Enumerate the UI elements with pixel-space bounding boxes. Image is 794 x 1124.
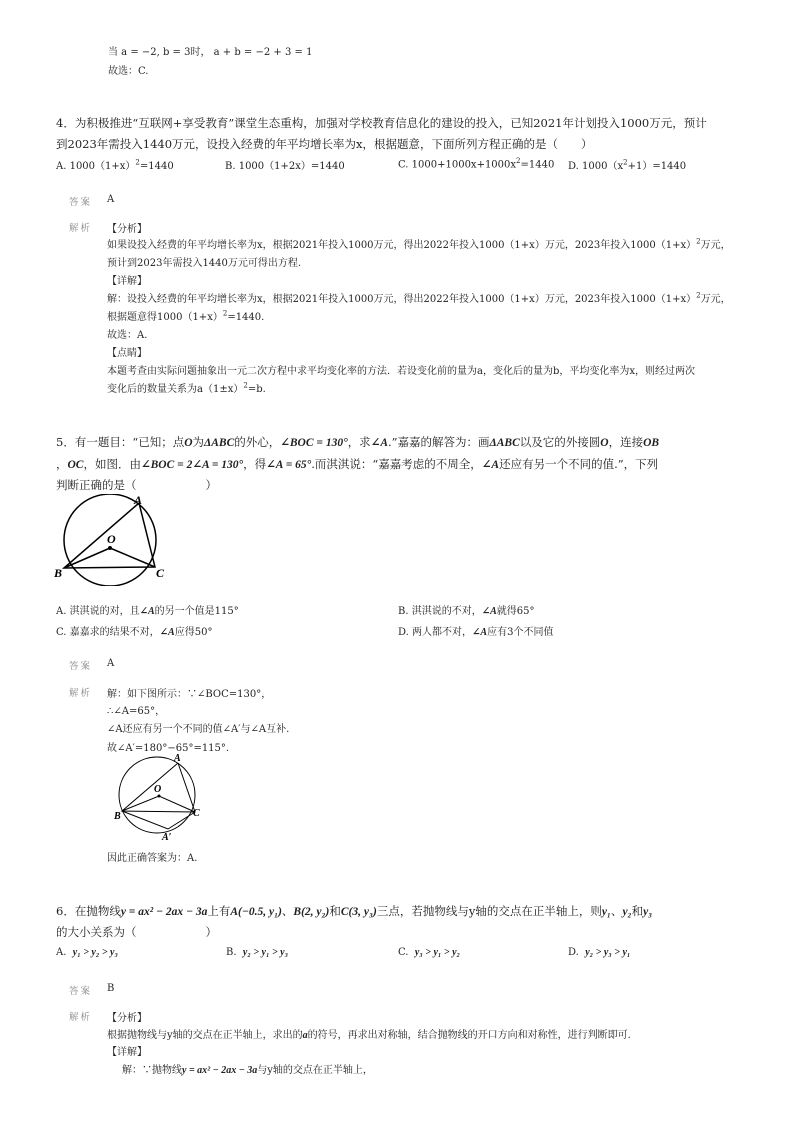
- q5-answer: A: [107, 658, 115, 669]
- q4-answer-label: 答案: [69, 197, 93, 208]
- q6-option-a: A. y₁ > y₂ > y₃: [56, 947, 118, 958]
- q5-solution-line-4: 故∠A′=180°−65°=115°.: [107, 743, 230, 754]
- q4-dianjing-heading: 【点睛】: [107, 348, 147, 359]
- q6-xiangjie-heading: 【详解】: [107, 1047, 147, 1058]
- label-b: B: [114, 811, 121, 822]
- radii-ob-oc: [64, 548, 155, 568]
- label-a: A: [134, 494, 143, 507]
- q4-solution-line-3: 故选：A.: [107, 330, 148, 341]
- q4-stem-line-2: 到2023年需投入1440万元，设投入经费的年平均增长率为x，根据题意，下面所列方程正确的是（ ）: [56, 137, 593, 151]
- q4-solution-line-1: 解：设投入经费的年平均增长率为x，根据2021年投入1000万元，得出2022年投入1000（1+x）万元，2023年投入$1000(1+x)^2$万元，: [107, 291, 731, 305]
- q4-fenxi-heading: 【分析】: [107, 224, 147, 235]
- q6-option-b: B. y₂ > y₁ > y₃: [226, 947, 289, 958]
- label-b: B: [54, 566, 63, 580]
- q6-analysis-line-1: 根据抛物线与y轴的交点在正半轴上，求出的a的符号，再求出对称轴，结合抛物线的开口方向和对称性，进行判断即可.: [107, 1030, 631, 1041]
- prev-line-2: 故选：C.: [108, 66, 149, 77]
- q6-answer-label: 答案: [69, 986, 93, 997]
- center-point: [108, 546, 112, 550]
- q5-answer-label: 答案: [69, 661, 93, 672]
- circle-outline: [119, 757, 195, 833]
- q5-solution-line-3: ∠A还应有另一个不同的值∠A′与∠A互补.: [107, 724, 290, 735]
- q6-stem-line-2: 的大小关系为（ ）: [56, 925, 217, 939]
- q4-comment-line-2: 变化后的数量关系为$a(1\pm x)^2=b$.: [107, 381, 266, 395]
- q4-analysis-line-1: 如果设投入经费的年平均增长率为x，根据2021年投入1000万元，得出2022年投入1000（1+x）万元，2023年投入$1000(1+x)^2$万元，: [107, 237, 731, 251]
- q6-fenxi-heading: 【分析】: [107, 1013, 147, 1024]
- triangle-a-prime: [122, 811, 195, 829]
- q5-stem-line-1: 5．有一题目：“已知；点O为ΔABC的外心，∠BOC = 130°，求∠A.”嘉嘉的解答为：画ΔABC以及它的外接圆O，连接OB: [56, 435, 660, 449]
- q5-figure-circle: [54, 494, 174, 586]
- q5-option-d: D. 两人都不对，∠A应有3个不同值: [398, 627, 554, 638]
- q6-option-d: D. y₂ > y₃ > y₁: [568, 947, 631, 958]
- q5-option-c: C. 嘉嘉求的结果不对，∠A应得50°: [56, 627, 213, 638]
- q4-comment-line-1: 本题考查由实际问题抽象出一元二次方程中求平均变化率的方法．若设变化前的量为a，变化后的量为b，平均变化率为x，则经过两次: [107, 366, 696, 377]
- q5-analysis-label: 解析: [69, 688, 93, 699]
- label-o: O: [154, 784, 162, 795]
- q4-stem-line-1: 4．为积极推进“互联网+享受教育”课堂生态重构，加强对学校教育信息化的建设的投入，已知2021年计划投入1000万元，预计: [56, 116, 707, 130]
- q6-answer: B: [107, 983, 115, 994]
- label-c: C: [156, 566, 165, 580]
- prev-line-1: 当 a = −2, b = 3时， a + b = −2 + 3 = 1: [108, 47, 313, 58]
- q5-solution-figure: [110, 750, 206, 840]
- q6-solution-line-1: 解：∵抛物线y = ax² − 2ax − 3a与y轴的交点在正半轴上，: [122, 1065, 373, 1076]
- q4-analysis-label: 解析: [69, 223, 93, 234]
- label-a: A: [174, 753, 181, 764]
- q4-option-c: C. $1000+1000x+1000x^2=1440$: [398, 157, 555, 171]
- q4-answer: A: [107, 194, 115, 205]
- label-a-prime: A′: [162, 832, 172, 840]
- q4-analysis-line-2: 预计到2023年需投入1440万元可得出方程.: [107, 258, 302, 269]
- q4-option-a: A. $1000(1+x)^2=1440$: [56, 158, 174, 172]
- q6-stem-line-1: 6．在抛物线y = ax² − 2ax − 3a上有A(−0.5, y₁)、B(2, y₂)和C(3, y₃)三点，若抛物线与y轴的交点在正半轴上，则y₁、y₂和y₃: [56, 904, 653, 918]
- q5-solution-line-1: 解：如下图所示：∵∠BOC=130°，: [107, 689, 272, 700]
- q5-solution-line-2: ∴∠A=65°，: [107, 706, 166, 717]
- q6-option-c: C. y₃ > y₁ > y₂: [398, 947, 461, 958]
- label-o: O: [107, 532, 116, 546]
- q5-conclusion: 因此正确答案为：A.: [107, 853, 198, 864]
- q4-solution-line-2: 根据题意得$1000(1+x)^2=1440$.: [107, 309, 265, 323]
- q4-option-d: D. $1000(x^2+1)=1440$: [568, 158, 687, 172]
- q5-option-b: B. 淇淇说的不对，∠A就得65°: [398, 606, 535, 617]
- q5-stem-line-3: 判断正确的是（ ）: [56, 478, 217, 492]
- q4-option-b: B. 1000（1+2x）=1440: [225, 161, 345, 172]
- q5-option-a: A. 淇淇说的对，且∠A的另一个值是115°: [56, 606, 239, 617]
- radii-ob-oc: [122, 796, 195, 812]
- q5-stem-line-2: ，OC，如图．由∠BOC = 2∠A = 130°，得∠A = 65°.而淇淇说：“嘉嘉考虑的不周全，∠A还应有另一个不同的值.”，下列: [56, 457, 659, 471]
- q6-analysis-label: 解析: [69, 1012, 93, 1023]
- label-c: C: [193, 808, 200, 819]
- q4-xiangjie-heading: 【详解】: [107, 276, 147, 287]
